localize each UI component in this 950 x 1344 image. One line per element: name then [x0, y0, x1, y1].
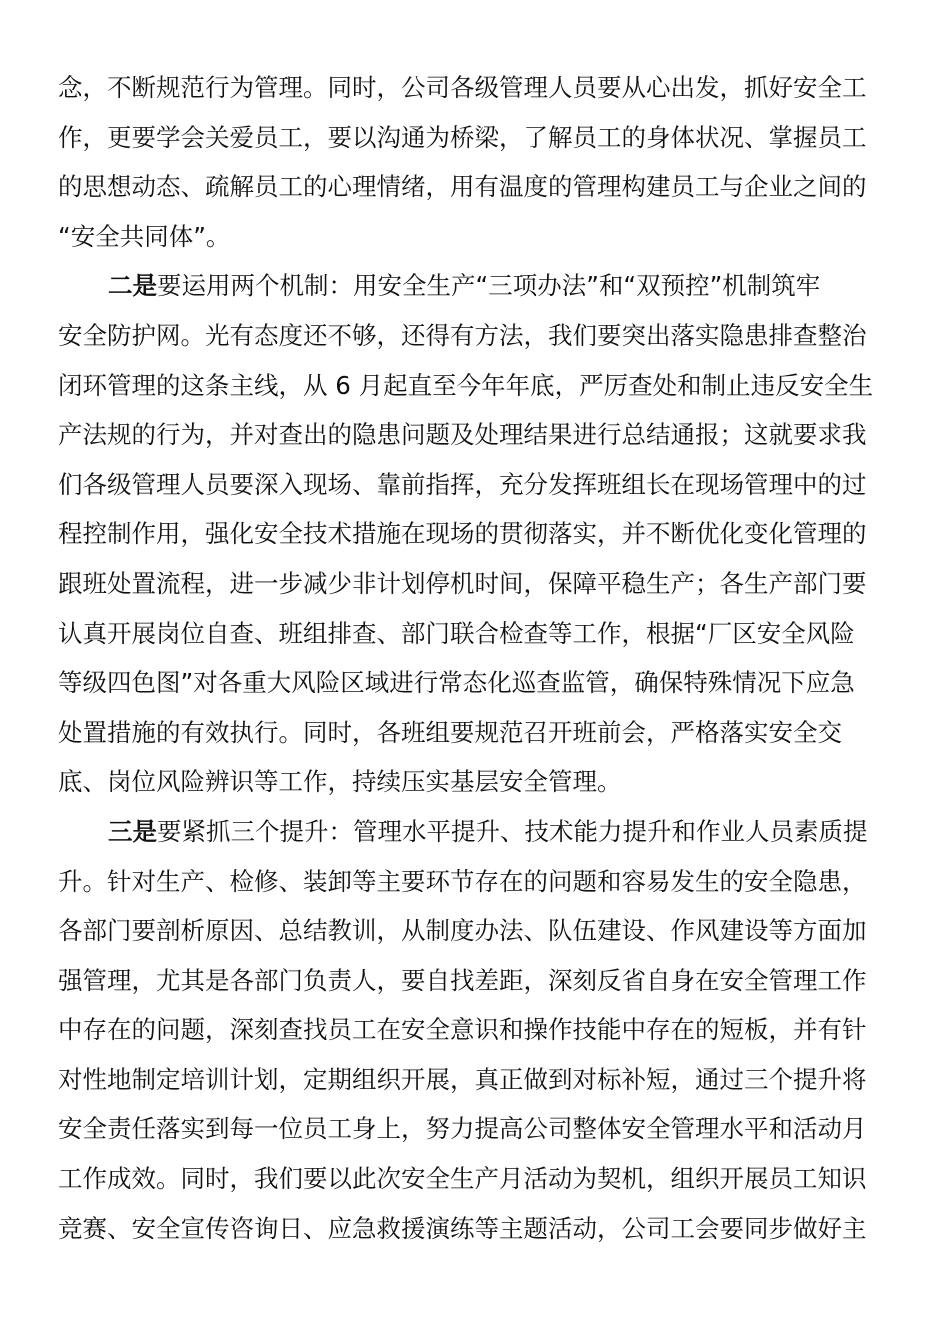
- paragraph-line: 底、岗位风险辨识等工作，持续压实基层安全管理。: [58, 767, 622, 797]
- paragraph-line: 竞赛、安全宣传咨询日、应急救援演练等主题活动，公司工会要同步做好主: [58, 1213, 867, 1243]
- paragraph-line: 安全防护网。光有态度还不够，还得有方法，我们要突出落实隐患排查整治: [58, 320, 867, 350]
- paragraph-line: 对性地制定培训计划，定期组织开展，真正做到对标补短，通过三个提升将: [58, 1064, 867, 1094]
- paragraph-line: 们各级管理人员要深入现场、靠前指挥，充分发挥班组长在现场管理中的过: [58, 469, 867, 499]
- paragraph-line: 安全责任落实到每一位员工身上，努力提高公司整体安全管理水平和活动月: [58, 1114, 867, 1144]
- paragraph-line: 产法规的行为，并对查出的隐患问题及处理结果进行总结通报；这就要求我: [58, 420, 867, 450]
- paragraph-first-line: [58, 807, 878, 857]
- paragraph-line: 各部门要剖析原因、总结教训，从制度办法、队伍建设、作风建设等方面加: [58, 916, 867, 946]
- paragraph-line: “安全共同体”。: [58, 221, 231, 251]
- paragraph-line: 程控制作用，强化安全技术措施在现场的贯彻落实，并不断优化变化管理的: [58, 519, 867, 549]
- paragraph-lead-bold: 三是: [108, 816, 157, 846]
- paragraph-line: 中存在的问题，深刻查找员工在安全意识和操作技能中存在的短板，并有针: [58, 1015, 867, 1045]
- document-body: [58, 63, 878, 1253]
- paragraph-first-line: [58, 261, 878, 311]
- paragraph-line: 等级四色图”对各重大风险区域进行常态化巡查监管，确保特殊情况下应急: [58, 668, 855, 698]
- paragraph-line: 认真开展岗位自查、班组排查、部门联合检查等工作，根据“厂区安全风险: [58, 618, 855, 648]
- paragraph-line: 升。针对生产、检修、装卸等主要环节存在的问题和容易发生的安全隐患，: [58, 866, 867, 896]
- paragraph-line: 念，不断规范行为管理。同时，公司各级管理人员要从心出发，抓好安全工: [58, 73, 867, 102]
- paragraph-lead-bold: 二是: [108, 271, 157, 301]
- paragraph-1: [58, 63, 878, 261]
- paragraph-line: 强管理，尤其是各部门负责人，要自找差距，深刻反省自身在安全管理工作: [58, 965, 867, 995]
- paragraph-first-line-text: 要运用两个机制：用安全生产“三项办法”和“双预控”机制筑牢: [157, 271, 821, 301]
- paragraph-line: 处置措施的有效执行。同时，各班组要规范召开班前会，严格落实安全交: [58, 717, 842, 747]
- paragraph-first-line-text: 要紧抓三个提升：管理水平提升、技术能力提升和作业人员素质提: [157, 816, 868, 846]
- paragraph-line: 闭环管理的这条主线，从 6 月起直至今年年底，严厉查处和制止违反安全生: [58, 370, 874, 400]
- paragraph-2: [58, 261, 878, 807]
- paragraph-line: 跟班处置流程，进一步减少非计划停机时间，保障平稳生产；各生产部门要: [58, 568, 867, 598]
- paragraph-line: 的思想动态、疏解员工的心理情绪，用有温度的管理构建员工与企业之间的: [58, 172, 867, 202]
- paragraph-line: 工作成效。同时，我们要以此次安全生产月活动为契机，组织开展员工知识: [58, 1164, 867, 1194]
- paragraph-line: 作，更要学会关爱员工，要以沟通为桥梁，了解员工的身体状况、掌握员工: [58, 122, 867, 152]
- paragraph-3: [58, 807, 878, 1253]
